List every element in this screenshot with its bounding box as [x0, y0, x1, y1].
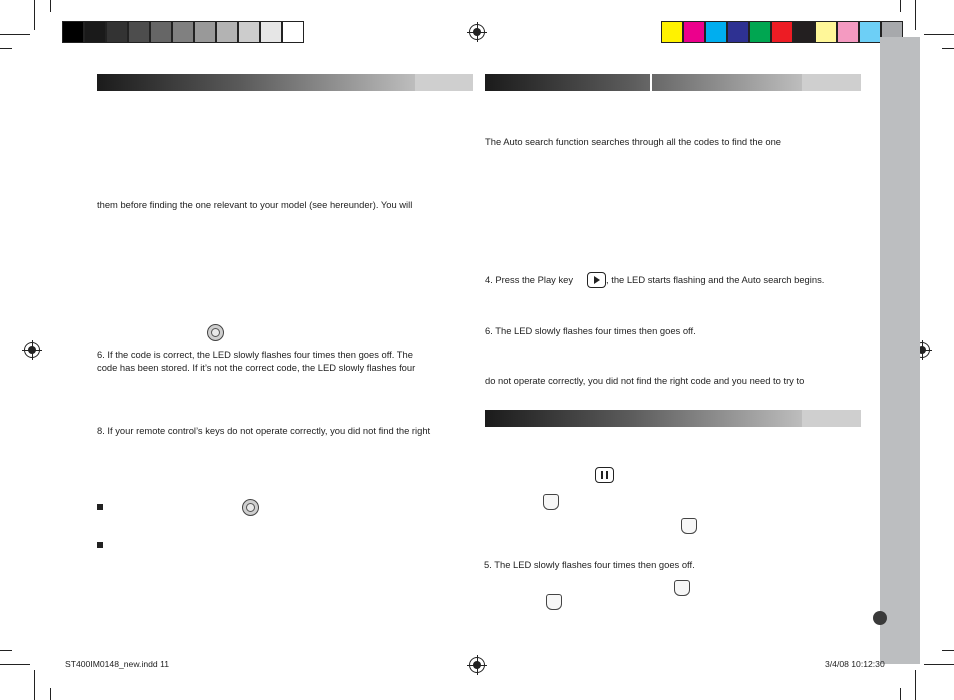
crop-mark: [900, 0, 901, 12]
crop-mark: [0, 650, 12, 651]
registration-mark-icon: [24, 342, 40, 358]
footer-date: 3/4/08 10:12:30: [825, 659, 885, 669]
bullet: [97, 542, 103, 548]
page-dot: [873, 611, 887, 625]
crop-mark: [0, 48, 12, 49]
paragraph: 5. The LED slowly flashes four times then goes off.: [484, 559, 695, 570]
color-swatch: [749, 21, 771, 43]
section-header-bar: [650, 74, 652, 91]
crop-mark: [34, 0, 35, 30]
crop-mark: [50, 0, 51, 12]
color-swatch: [771, 21, 793, 43]
power-key-icon: [207, 324, 224, 341]
section-header-bar: [485, 410, 802, 427]
color-swatch: [661, 21, 683, 43]
color-swatch: [837, 21, 859, 43]
crop-mark: [0, 664, 30, 665]
color-swatch: [859, 21, 881, 43]
bullet: [97, 504, 103, 510]
color-bar: [661, 21, 903, 43]
color-swatch: [84, 21, 106, 43]
power-key-icon: [242, 499, 259, 516]
side-tab: [880, 37, 920, 664]
crop-mark: [900, 688, 901, 700]
key-icon: [674, 580, 690, 596]
paragraph: them before finding the one relevant to your model (see hereunder). You will: [97, 199, 413, 210]
footer-file: ST400IM0148_new.indd 11: [65, 659, 169, 669]
section-header-bar: [415, 74, 473, 91]
play-icon: [587, 272, 606, 288]
pause-icon: [595, 467, 614, 483]
color-swatch: [172, 21, 194, 43]
color-swatch: [216, 21, 238, 43]
section-header-bar: [802, 410, 861, 427]
color-swatch: [128, 21, 150, 43]
crop-mark: [915, 0, 916, 30]
section-header-bar: [802, 74, 861, 91]
color-swatch: [705, 21, 727, 43]
color-swatch: [815, 21, 837, 43]
key-icon: [543, 494, 559, 510]
key-icon: [681, 518, 697, 534]
crop-mark: [924, 664, 954, 665]
paragraph: 8. If your remote control’s keys do not operate correctly, you did not find the right: [97, 425, 431, 436]
color-swatch: [683, 21, 705, 43]
crop-mark: [924, 34, 954, 35]
registration-mark-icon: [469, 24, 485, 40]
paragraph: code has been stored. If it’s not the correct code, the LED slowly flashes four: [97, 362, 416, 373]
color-swatch: [150, 21, 172, 43]
key-icon: [546, 594, 562, 610]
crop-mark: [942, 48, 954, 49]
color-swatch: [62, 21, 84, 43]
crop-mark: [0, 34, 30, 35]
color-swatch: [727, 21, 749, 43]
step-4-text: , the LED starts flashing and the Auto search begins.: [606, 274, 825, 285]
step-4-text: 4. Press the Play key: [485, 274, 574, 285]
crop-mark: [34, 670, 35, 700]
registration-mark-icon: [469, 657, 485, 673]
section-header-bar: [97, 74, 415, 91]
section-header-bar: [485, 74, 802, 91]
paragraph: 6. If the code is correct, the LED slowly flashes four times then goes off. The: [97, 349, 413, 360]
color-swatch: [194, 21, 216, 43]
paragraph: The Auto search function searches through all the codes to find the one: [485, 136, 782, 147]
color-swatch: [260, 21, 282, 43]
crop-mark: [50, 688, 51, 700]
color-swatch: [282, 21, 304, 43]
paragraph: 6. The LED slowly flashes four times then goes off.: [485, 325, 696, 336]
color-swatch: [238, 21, 260, 43]
color-swatch: [793, 21, 815, 43]
paragraph: do not operate correctly, you did not find the right code and you need to try to: [485, 375, 805, 386]
color-swatch: [106, 21, 128, 43]
crop-mark: [942, 650, 954, 651]
gray-scale-bar: [62, 21, 304, 43]
crop-mark: [915, 670, 916, 700]
